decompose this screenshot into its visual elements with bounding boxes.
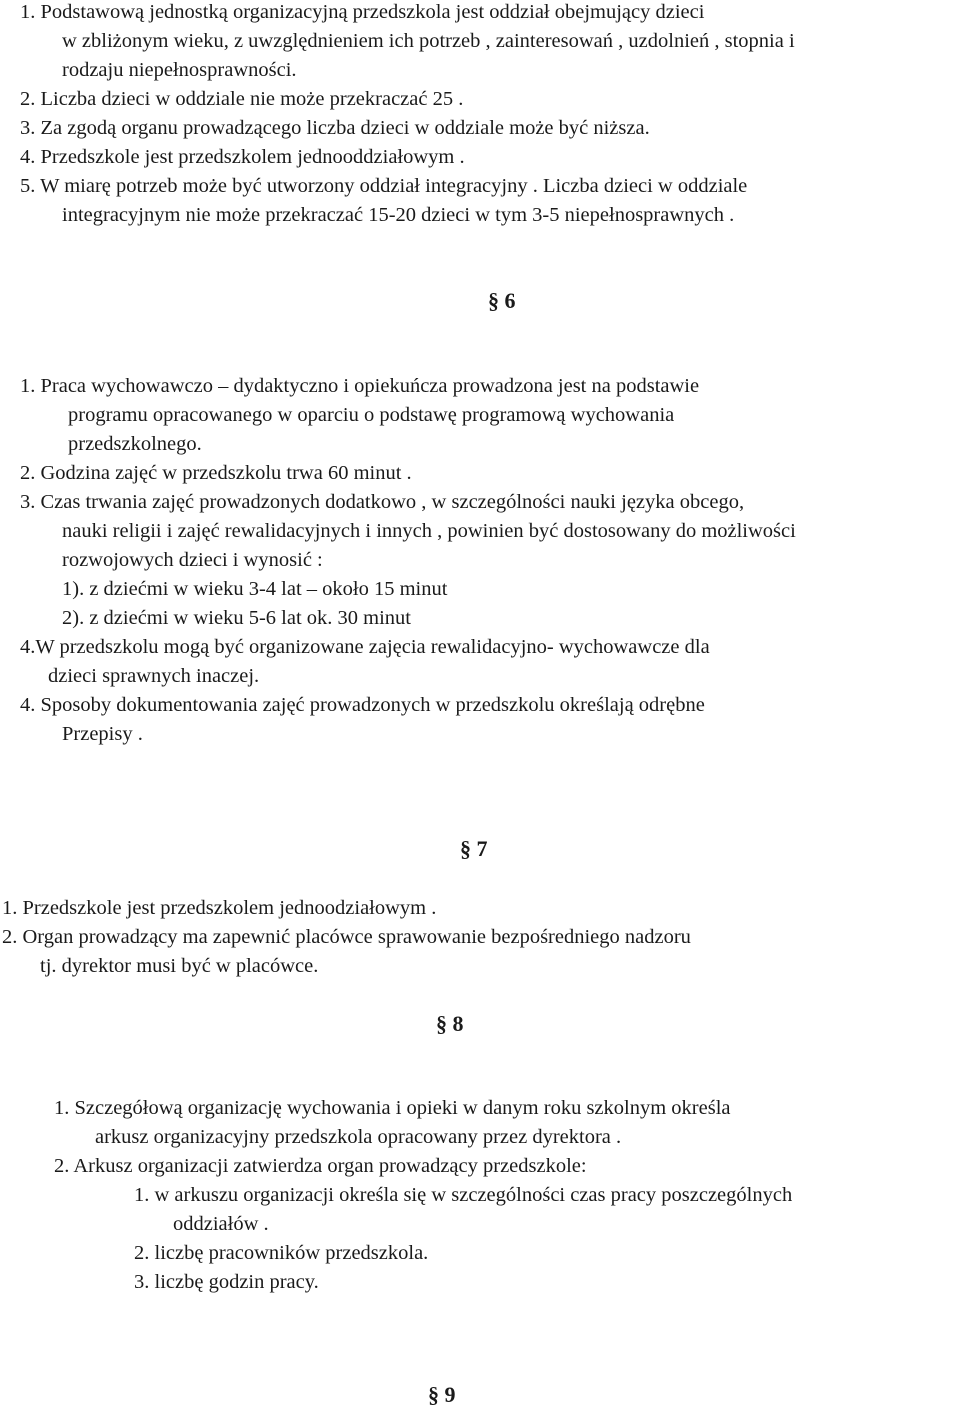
s6-item-1-line-2: programu opracowanego w oparciu o podstawę programową wychowania <box>68 404 675 426</box>
s8-subitem-3: 3. liczbę godzin pracy. <box>134 1271 319 1293</box>
section-9-heading: § 9 <box>428 1382 456 1407</box>
s6-item-2: 2. Godzina zajęć w przedszkolu trwa 60 minut . <box>20 462 412 484</box>
s6-item-4b-line-1: 4. Sposoby dokumentowania zajęć prowadzonych w przedszkolu określają odrębne <box>20 694 705 716</box>
s5-item-4: 4. Przedszkole jest przedszkolem jednooddziałowym . <box>20 146 465 168</box>
s8-item-2: 2. Arkusz organizacji zatwierdza organ prowadzący przedszkole: <box>54 1155 587 1177</box>
s8-item-1-line-2: arkusz organizacyjny przedszkola opracowany przez dyrektora . <box>95 1126 622 1148</box>
s6-item-4a-line-2: dzieci sprawnych inaczej. <box>48 665 260 687</box>
section-8-heading: § 8 <box>436 1011 464 1036</box>
s5-item-1-line-2: w zbliżonym wieku, z uwzględnieniem ich potrzeb , zainteresowań , uzdolnień , stopnia i <box>62 30 795 52</box>
s5-item-3: 3. Za zgodą organu prowadzącego liczba dzieci w oddziale może być niższa. <box>20 117 650 139</box>
section-7-heading: § 7 <box>460 836 488 861</box>
s6-item-3-line-2: nauki religii i zajęć rewalidacyjnych i innych , powinien być dostosowany do możliwości <box>62 520 796 542</box>
s7-item-2-line-1: 2. Organ prowadzący ma zapewnić placówce sprawowanie bezpośredniego nadzoru <box>2 926 691 948</box>
s6-item-3-line-3: rozwojowych dzieci i wynosić : <box>62 549 323 571</box>
s5-item-5-line-1: 5. W miarę potrzeb może być utworzony oddział integracyjny . Liczba dzieci w oddziale <box>20 175 748 197</box>
s5-item-5-line-2: integracyjnym nie może przekraczać 15-20 dzieci w tym 3-5 niepełnosprawnych . <box>62 204 735 226</box>
s8-item-1-line-1: 1. Szczegółową organizację wychowania i opieki w danym roku szkolnym określa <box>54 1097 731 1119</box>
s6-item-4a-line-1: 4.W przedszkolu mogą być organizowane zajęcia rewalidacyjno- wychowawcze dla <box>20 636 710 658</box>
s8-subitem-1-line-2: oddziałów . <box>173 1213 269 1235</box>
s6-subitem-2: 2). z dziećmi w wieku 5-6 lat ok. 30 minut <box>62 607 411 629</box>
s5-item-1-line-1: 1. Podstawową jednostką organizacyjną przedszkola jest oddział obejmujący dzieci <box>20 1 705 23</box>
section-6-heading: § 6 <box>488 288 516 313</box>
s8-subitem-2: 2. liczbę pracowników przedszkola. <box>134 1242 429 1264</box>
s6-item-3-line-1: 3. Czas trwania zajęć prowadzonych dodatkowo , w szczególności nauki języka obcego, <box>20 491 745 513</box>
s7-item-2-line-2: tj. dyrektor musi być w placówce. <box>40 955 319 977</box>
s8-subitem-1-line-1: 1. w arkuszu organizacji określa się w szczególności czas pracy poszczególnych <box>134 1184 793 1206</box>
s7-item-1: 1. Przedszkole jest przedszkolem jednoodziałowym . <box>2 897 437 919</box>
s6-item-4b-line-2: Przepisy . <box>62 723 143 745</box>
s6-item-1-line-3: przedszkolnego. <box>68 433 202 455</box>
s6-item-1-line-1: 1. Praca wychowawczo – dydaktyczno i opiekuńcza prowadzona jest na podstawie <box>20 375 700 397</box>
s5-item-1-line-3: rodzaju niepełnosprawności. <box>62 59 297 81</box>
s5-item-2: 2. Liczba dzieci w oddziale nie może przekraczać 25 . <box>20 88 464 110</box>
s6-subitem-1: 1). z dziećmi w wieku 3-4 lat – około 15 minut <box>62 578 448 600</box>
